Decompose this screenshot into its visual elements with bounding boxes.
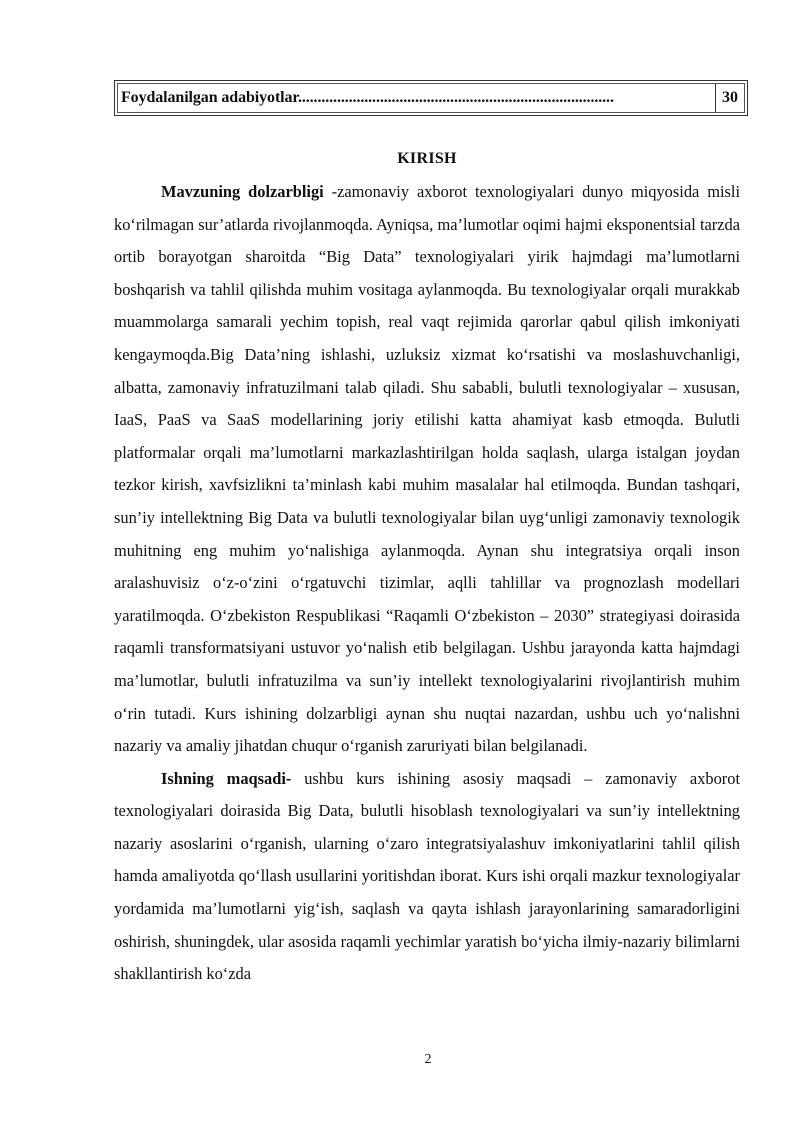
section-heading: KIRISH [397, 150, 457, 167]
toc-entry [114, 80, 748, 116]
paragraph-goal [114, 763, 740, 991]
toc-page-number: 30 [715, 84, 744, 112]
toc-title: Foydalanilgan adabiyotlar................................................................................. [121, 89, 614, 106]
paragraph-goal-text: ushbu kurs ishining asosiy maqsadi – zamonaviy axborot texnologiyalari doirasida Big Data, bulutli hisoblash texnologiyalari va sun’iy intellektning nazariy asoslarini o‘rganish, ularning o‘zaro integratsiyalashuv imkoniyatlarini tahlil qilish hamda amaliyotda qo‘llash usullarini yoritishdan iborat. Kurs ishi orqali mazkur texnologiyalar yordamida ma’lumotlarni yig‘ish, saqlash va qayta ishlash jarayonlarining samaradorligini oshirish, shuningdek, ular asosida raqamli yechimlar yaratish bo‘yicha ilmiy-nazariy bilimlarni shakllantirish ko‘zda [114, 768, 740, 984]
paragraph-relevance-lead: Mavzuning dolzarbligi [161, 182, 324, 201]
paragraph-relevance-text: -zamonaviy axborot texnologiyalari dunyo miqyosida misli ko‘rilmagan sur’atlarda rivojlanmoqda. Ayniqsa, ma’lumotlar oqimi hajmi eksponentsial tarzda ortib borayotgan sharoitda “Big Data” texnologiyalari yirik hajmdagi ma’lumotlarni boshqarish va tahlil qilishda muhim vositaga aylanmoqda. Bu texnologiyalar orqali murakkab muammolarga samarali yechim topish, real vaqt rejimida qarorlar qabul qilish imkoniyati kengaymoqda.Big Data’ning ishlashi, uzluksiz xizmat ko‘rsatishi va moslashuvchanligi, albatta, zamonaviy infratuzilmani talab qiladi. Shu sababli, bulutli texnologiyalar – xususan, IaaS, PaaS va SaaS modellarining joriy etilishi katta ahamiyat kasb etmoqda. Bulutli platformalar orqali ma’lumotlarni markazlashtirilgan holda saqlash, ularga istalgan joydan tezkor kirish, xavfsizlikni ta’minlash kabi muhim masalalar hal etilmoqda. Bundan tashqari, sun’iy intellektning Big Data va bulutli texnologiyalar bilan uyg‘unligi zamonaviy texnologik muhitning eng muhim yo‘nalishiga aylanmoqda. Aynan shu integratsiya orqali inson aralashuvisiz o‘z-o‘zini o‘rgatuvchi tizimlar, aqlli tahlillar va prognozlash modellari yaratilmoqda. O‘zbekiston Respublikasi “Raqamli O‘zbekiston – 2030” strategiyasi doirasida raqamli transformatsiyani ustuvor yo‘nalish etib belgilagan. Ushbu jarayonda katta hajmdagi ma’lumotlar, bulutli infratuzilma va sun’iy intellekt texnologiyalarini rivojlantirish muhim o‘rin tutadi. Kurs ishining dolzarbligi aynan shu nuqtai nazardan, ushbu uch yo‘nalishni nazariy va amaliy jihatdan chuqur o‘rganish zaruriyati bilan belgilanadi. [114, 182, 740, 756]
paragraph-goal-lead: Ishning maqsadi- [161, 768, 292, 788]
paragraph-relevance [114, 176, 740, 763]
document-body [114, 176, 740, 991]
toc-entry-inner [117, 83, 745, 113]
page-number: 2 [424, 1052, 432, 1067]
